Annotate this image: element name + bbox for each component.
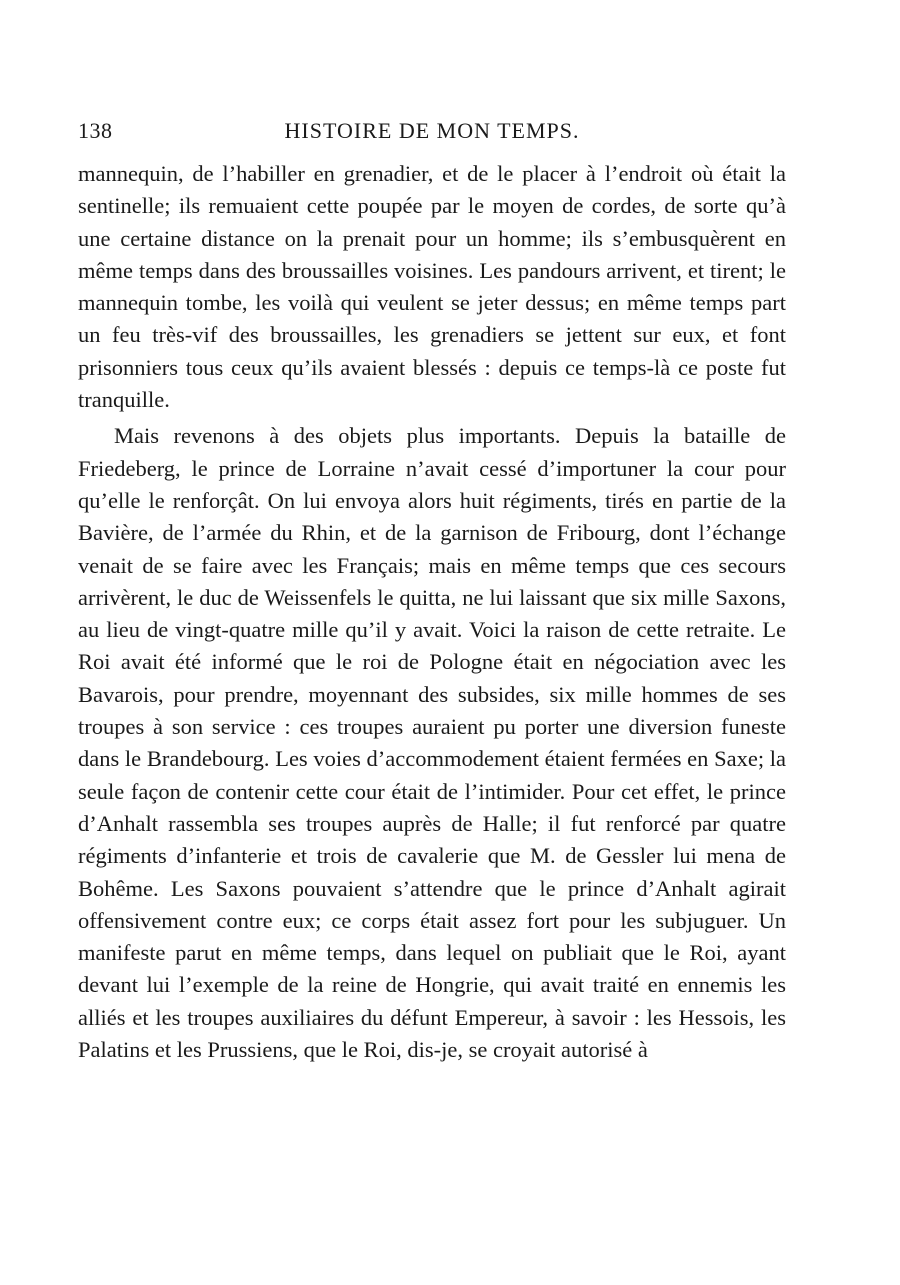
page-number: 138 <box>78 118 113 143</box>
running-head <box>78 112 786 152</box>
body-text <box>78 158 786 1066</box>
paragraph: Mais revenons à des objets plus importants. Depuis la bataille de Friedeberg, le prince de Lorraine n’avait cessé d’importuner la cour pour qu’elle le renforçât. On lui envoya alors huit régiments, tirés en partie de la Bavière, de l’armée du Rhin, et de la garnison de Fribourg, dont l’échange venait de se faire avec les Français; mais en même temps que ces secours arrivèrent, le duc de Weissenfels le quitta, ne lui laissant que six mille Saxons, au lieu de vingt-quatre mille qu’il y avait. Voici la raison de cette retraite. Le Roi avait été informé que le roi de Pologne était en négociation avec les Bavarois, pour prendre, moyennant des subsides, six mille hommes de ses troupes à son service : ces troupes auraient pu porter une diversion funeste dans le Brandebourg. Les voies d’accommodement étaient fermées en Saxe; la seule façon de contenir cette cour était de l’intimider. Pour cet effet, le prince d’Anhalt rassembla ses troupes auprès de Halle; il fut renforcé par quatre régiments d’infanterie et trois de cavalerie que M. de Gessler lui mena de Bohême. Les Saxons pouvaient s’attendre que le prince d’Anhalt agirait offensivement contre eux; ce corps était assez fort pour les subjuguer. Un manifeste parut en même temps, dans lequel on publiait que le Roi, ayant devant lui l’exemple de la reine de Hongrie, qui avait traité en ennemis les alliés et les troupes auxiliaires du défunt Empereur, à savoir : les Hessois, les Palatins et les Prussiens, que le Roi, dis-je, se croyait autorisé à <box>78 423 786 1063</box>
paragraph-continued: mannequin, de l’habiller en grenadier, et de le placer à l’endroit où était la sentinelle; ils remuaient cette poupée par le moyen de cordes, de sorte qu’à une certaine distance on la prenait pour un homme; ils s’embusquèrent en même temps dans des broussailles voisines. Les pandours arrivent, et tirent; le mannequin tombe, les voilà qui veulent se jeter dessus; en même temps part un feu très-vif des broussailles, les grenadiers se jettent sur eux, et font prisonniers tous ceux qu’ils avaient blessés : depuis ce temps-là ce poste fut tranquille. <box>78 161 786 413</box>
running-title: HISTOIRE DE MON TEMPS. <box>284 118 580 143</box>
book-page <box>78 112 786 1066</box>
